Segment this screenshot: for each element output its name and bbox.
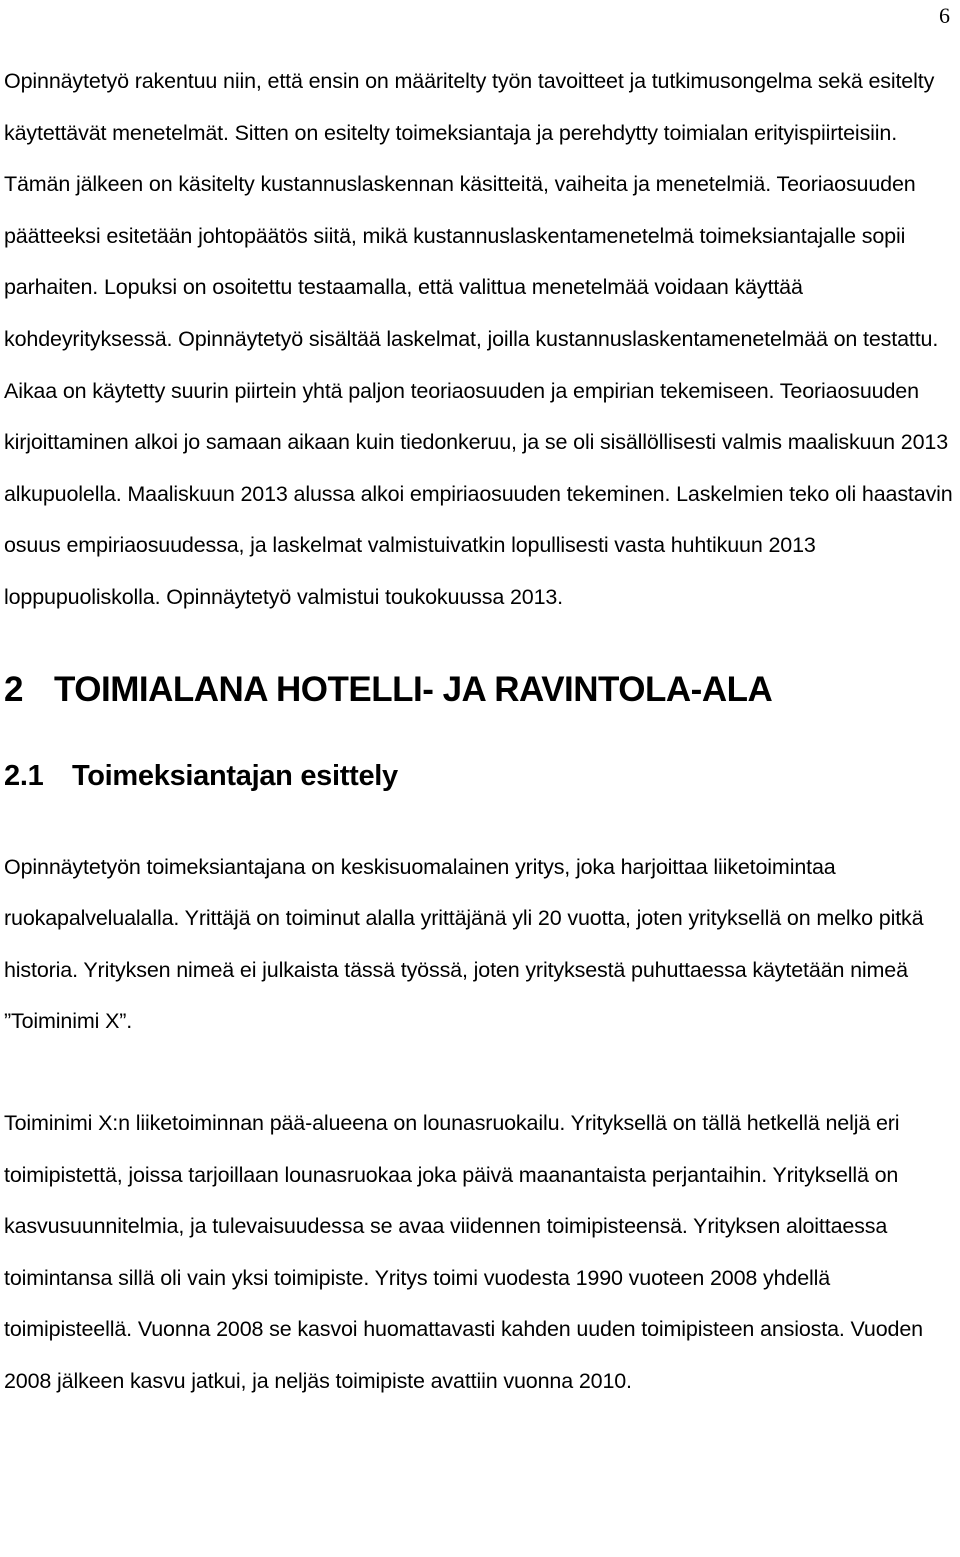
page-number: 6 xyxy=(939,3,950,28)
section-number: 2.1 xyxy=(4,759,44,792)
section-paragraph-2: Toiminimi X:n liiketoiminnan pää-alueena on lounasruokailu. Yrityksellä on tällä hetkellä neljä eri toimipistettä, joissa tarjoillaan lounasruokaa joka päivä maanantaista perjantaihin. Yrityksellä on kasvusuunnitelmia, ja tulevaisuudessa se avaa viidennen toimipisteensä. Yrityksen aloittaessa toimintansa sillä oli vain yksi toimipiste. Yritys toimi vuodesta 1990 vuoteen 2008 yhdellä toimipisteellä. Vuonna 2008 se kasvoi huomattavasti kahden uuden toimipisteen ansiosta. Vuoden 2008 jälkeen kasvu jatkui, ja neljäs toimipiste avattiin vuonna 2010. xyxy=(4,1110,923,1393)
document-body xyxy=(4,56,954,1407)
section-title: Toimeksiantajan esittely xyxy=(72,759,398,792)
intro-paragraph: Opinnäytetyö rakentuu niin, että ensin on määritelty työn tavoitteet ja tutkimusongelma sekä esitelty käytettävät menetelmät. Sitten on esitelty toimeksiantaja ja perehdytty toimialan erityispiirteisiin. Tämän jälkeen on käsitelty kustannuslaskennan käsitteitä, vaiheita ja menetelmiä. Teoriaosuuden päätteeksi esitetään johtopäätös siitä, mikä kustannuslaskentamenetelmä toimeksiantajalle sopii parhaiten. Lopuksi on osoitettu testaamalla, että valittua menetelmää voidaan käyttää kohdeyrityksessä. Opinnäytetyö sisältää laskelmat, joilla kustannuslaskentamenetelmää on testattu. Aikaa on käytetty suurin piirtein yhtä paljon teoriaosuuden ja empirian tekemiseen. Teoriaosuuden kirjoittaminen alkoi jo samaan aikaan kuin tiedonkeruu, ja se oli sisällöllisesti valmis maaliskuun 2013 alkupuolella. Maaliskuun 2013 alussa alkoi empiriaosuuden tekeminen. Laskelmien teko oli haastavin osuus empiriaosuudessa, ja laskelmat valmistuivatkin lopullisesti vasta huhtikuun 2013 loppupuoliskolla. Opinnäytetyö valmistui toukokuussa 2013. xyxy=(4,69,953,609)
chapter-number: 2 xyxy=(4,669,23,709)
chapter-title: TOIMIALANA HOTELLI- JA RAVINTOLA-ALA xyxy=(54,669,773,709)
section-paragraph-1: Opinnäytetyön toimeksiantajana on keskisuomalainen yritys, joka harjoittaa liiketoimintaa ruokapalvelualalla. Yrittäjä on toiminut alalla yrittäjänä yli 20 vuotta, joten yrityksellä on melko pitkä historia. Yrityksen nimeä ei julkaista tässä työssä, joten yrityksestä puhuttaessa käytetään nimeä ”Toiminimi X”. xyxy=(4,854,924,1034)
section-heading xyxy=(4,746,954,806)
chapter-heading xyxy=(4,660,954,720)
